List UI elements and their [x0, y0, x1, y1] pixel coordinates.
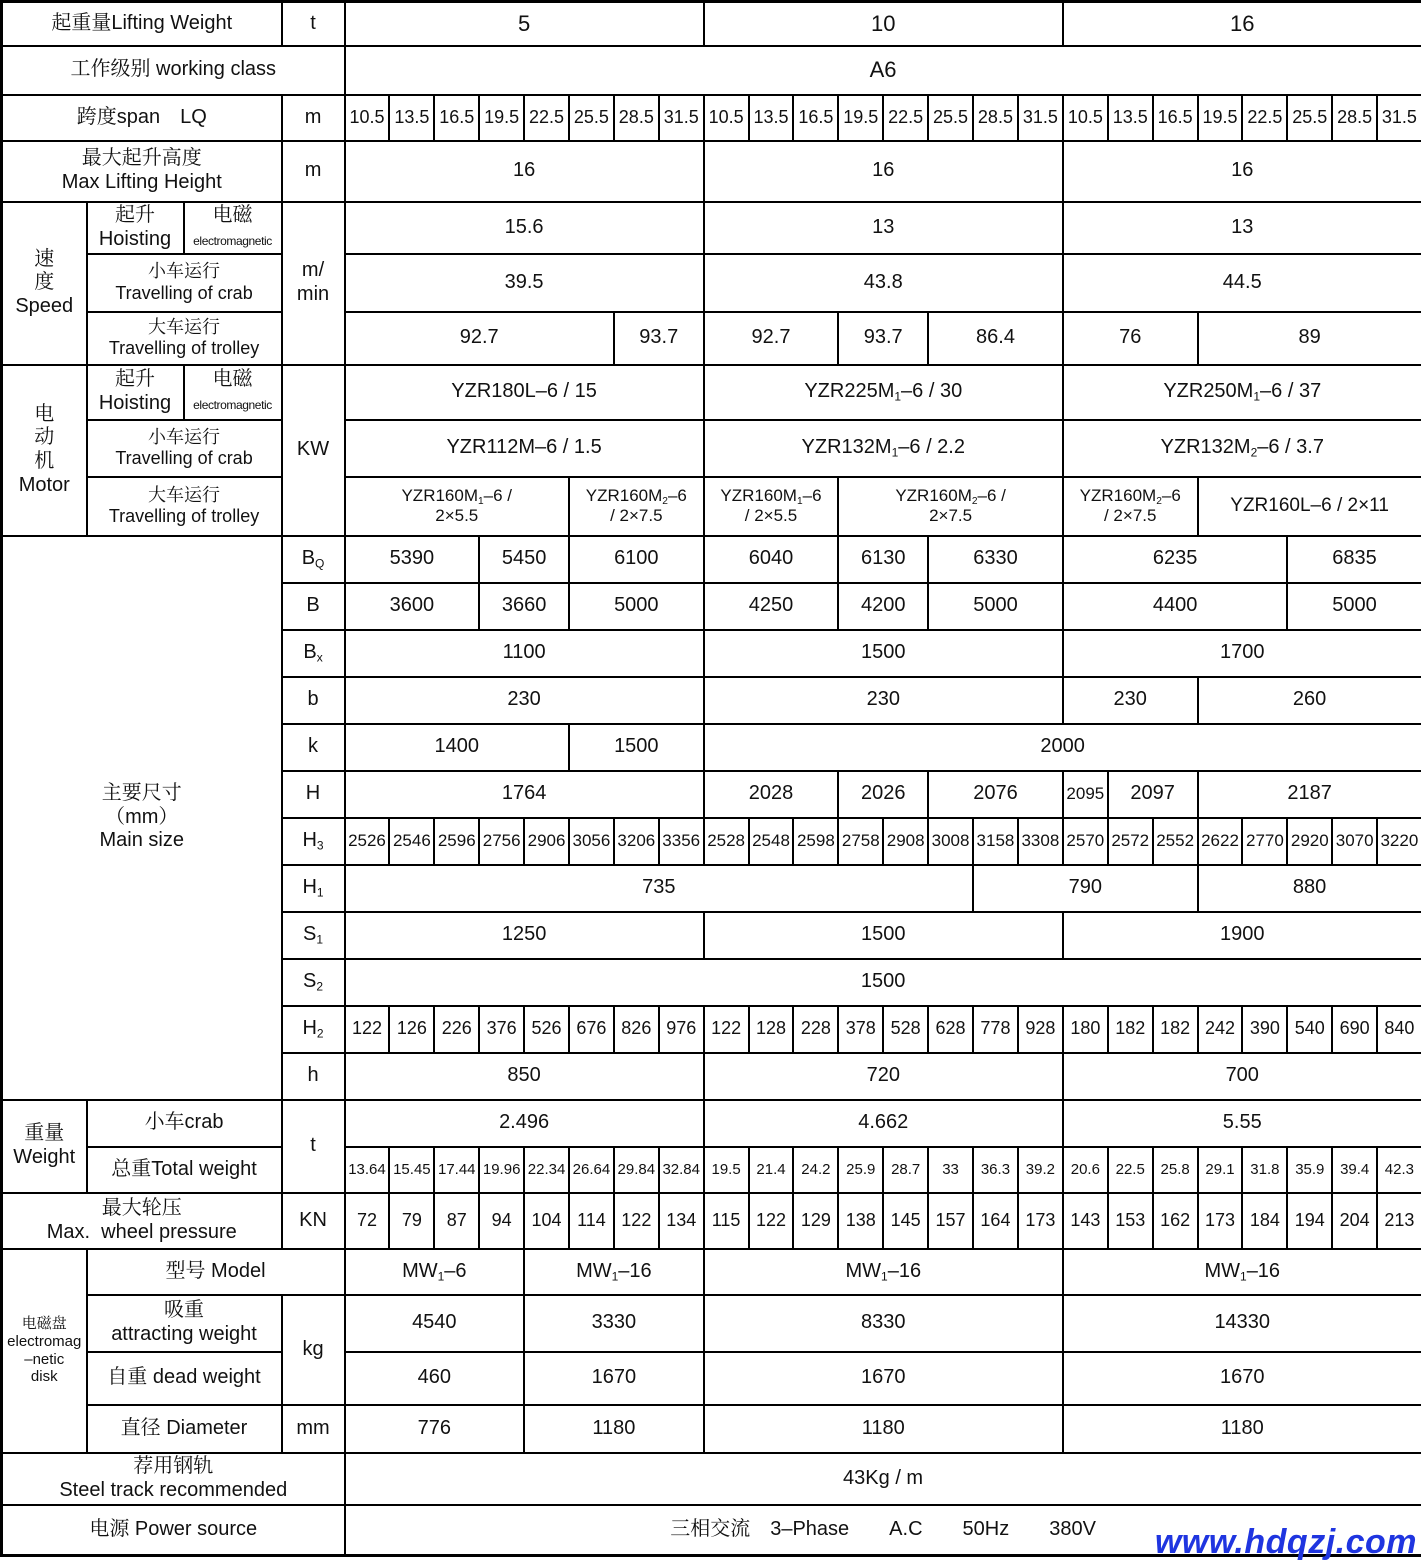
cell-weight-total: 25.8 [1153, 1147, 1198, 1193]
cell-wheel-pressure: 213 [1377, 1193, 1421, 1249]
unit-m: m [282, 95, 345, 141]
cell-dim-b: 3600 [345, 583, 480, 630]
cell-dim-s2: 1500 [345, 959, 1421, 1006]
cell-dim-h-cap: 2095 [1063, 771, 1108, 818]
cell-dim-k: 1400 [345, 724, 569, 771]
cell-max-lifting-height: 16 [704, 141, 1063, 202]
cell-dim-h3: 2920 [1287, 818, 1332, 865]
cell-span-lq: 10.5 [345, 95, 390, 141]
cell-disk-diameter: 1180 [1063, 1405, 1421, 1453]
wheel-pressure-label: 最大轮压 Max. wheel pressure [2, 1193, 282, 1249]
cell-speed-crab: 43.8 [704, 254, 1063, 312]
cell-weight-total: 33 [928, 1147, 973, 1193]
cell-wheel-pressure: 204 [1332, 1193, 1377, 1249]
cell-weight-total: 25.9 [838, 1147, 883, 1193]
cell-span-lq: 19.5 [838, 95, 883, 141]
cell-wheel-pressure: 122 [614, 1193, 659, 1249]
cell-dim-bq: 6235 [1063, 536, 1287, 583]
cell-disk-attracting-weight: 4540 [345, 1295, 525, 1352]
cell-weight-total: 13.64 [345, 1147, 390, 1193]
cell-disk-diameter: 776 [345, 1405, 525, 1453]
cell-dim-h3: 2906 [524, 818, 569, 865]
cell-motor-trolley: $YZR160M_2-6$ / 2×7.5 [1063, 477, 1198, 536]
row-weight-crab [2, 1100, 1421, 1147]
cell-disk-attracting-weight: 3330 [524, 1295, 704, 1352]
cell-motor-trolley: YZR160L–6 / 2×11 [1198, 477, 1421, 536]
cell-speed-trolley: 93.7 [614, 312, 704, 365]
cell-dim-h3: 2622 [1198, 818, 1243, 865]
cell-speed-trolley: 89 [1198, 312, 1421, 365]
cell-wheel-pressure: 79 [389, 1193, 434, 1249]
cell-weight-total: 35.9 [1287, 1147, 1332, 1193]
cell-dim-h3: 2570 [1063, 818, 1108, 865]
cell-wheel-pressure: 173 [1018, 1193, 1063, 1249]
cell-dim-h3: 2758 [838, 818, 883, 865]
cell-dim-bx: 1500 [704, 630, 1063, 677]
cell-dim-b: 5000 [569, 583, 704, 630]
cell-lifting-weight: 10 [704, 2, 1063, 46]
cell-span-lq: 10.5 [704, 95, 749, 141]
cell-weight-crab: 4.662 [704, 1100, 1063, 1147]
cell-span-lq: 28.5 [1332, 95, 1377, 141]
cell-disk-model: $MW_1-16$ [704, 1249, 1063, 1295]
cell-speed-crab: 39.5 [345, 254, 704, 312]
dim-h-cap-label: H [282, 771, 345, 818]
cell-dim-h3: 2756 [479, 818, 524, 865]
cell-dim-b: 5000 [1287, 583, 1421, 630]
diameter-label: 直径 Diameter [87, 1405, 282, 1453]
lifting-weight-label: 起重量Lifting Weight [2, 2, 282, 46]
cell-dim-h-cap: 2026 [838, 771, 928, 818]
cell-dim-h2: 976 [659, 1006, 704, 1053]
cell-wheel-pressure: 115 [704, 1193, 749, 1249]
cell-wheel-pressure: 72 [345, 1193, 390, 1249]
cell-dim-b: 5000 [928, 583, 1063, 630]
cell-max-lifting-height: 16 [345, 141, 704, 202]
cell-speed-trolley: 76 [1063, 312, 1198, 365]
cell-dim-h2: 528 [883, 1006, 928, 1053]
row-wheel-pressure [2, 1193, 1421, 1249]
trolley-travel-label: 大车运行 Travelling of trolley [87, 477, 282, 536]
cell-weight-total: 22.5 [1108, 1147, 1153, 1193]
cell-dim-b-small: 230 [704, 677, 1063, 724]
cell-wheel-pressure: 87 [434, 1193, 479, 1249]
cell-dim-h2: 182 [1108, 1006, 1153, 1053]
cell-dim-h-small: 720 [704, 1053, 1063, 1100]
row-motor-hoisting [2, 365, 1421, 420]
cell-dim-h3: 2572 [1108, 818, 1153, 865]
cell-dim-h3: 2596 [434, 818, 479, 865]
cell-dim-s1: 1500 [704, 912, 1063, 959]
cell-dim-b-small: 230 [1063, 677, 1198, 724]
max-lifting-height-label: 最大起升高度 Max Lifting Height [2, 141, 282, 202]
cell-motor-hoisting: $YZR225M_1-6 / 30$ [704, 365, 1063, 420]
cell-lifting-weight: 5 [345, 2, 704, 46]
unit-m-min: m/ min [282, 202, 345, 365]
cell-dim-bq: 6330 [928, 536, 1063, 583]
cell-dim-h-cap: 2187 [1198, 771, 1421, 818]
cell-span-lq: 28.5 [614, 95, 659, 141]
cell-disk-model: $MW_1-6$ [345, 1249, 525, 1295]
cell-dim-h3: 3070 [1332, 818, 1377, 865]
cell-dim-h1: 735 [345, 865, 973, 912]
row-motor-trolley [2, 477, 1421, 536]
cell-span-lq: 22.5 [1242, 95, 1287, 141]
crab-travel-label: 小车运行 Travelling of crab [87, 254, 282, 312]
row-lifting-weight [2, 2, 1421, 46]
total-weight-label: 总重Total weight [87, 1147, 282, 1193]
cell-disk-dead-weight: 1670 [524, 1352, 704, 1405]
unit-kw: KW [282, 365, 345, 536]
speed-section-label: 速 度 Speed [2, 202, 87, 365]
cell-dim-h2: 122 [345, 1006, 390, 1053]
cell-dim-h2: 228 [793, 1006, 838, 1053]
cell-dim-h3: 2598 [793, 818, 838, 865]
cell-span-lq: 19.5 [479, 95, 524, 141]
cell-dim-h2: 690 [1332, 1006, 1377, 1053]
cell-dim-h2: 928 [1018, 1006, 1063, 1053]
cell-dim-h3: 2770 [1242, 818, 1287, 865]
cell-wheel-pressure: 114 [569, 1193, 614, 1249]
cell-dim-bq: 5390 [345, 536, 480, 583]
dim-h2-label: $H_2$ [282, 1006, 345, 1053]
cell-dim-h-small: 850 [345, 1053, 704, 1100]
row-disk-attracting-weight [2, 1295, 1421, 1352]
cell-span-lq: 25.5 [569, 95, 614, 141]
working-class-label: 工作级别 working class [2, 46, 345, 95]
cell-dim-h3: 2526 [345, 818, 390, 865]
dim-b-label: B [282, 583, 345, 630]
cell-speed-hoisting: 13 [704, 202, 1063, 254]
unit-m: m [282, 141, 345, 202]
cell-span-lq: 25.5 [928, 95, 973, 141]
cell-wheel-pressure: 94 [479, 1193, 524, 1249]
cell-dim-h2: 180 [1063, 1006, 1108, 1053]
cell-motor-trolley: $YZR160M_1-6$ / 2×5.5 [704, 477, 839, 536]
cell-span-lq: 10.5 [1063, 95, 1108, 141]
crab-travel-label: 小车运行 Travelling of crab [87, 420, 282, 477]
cell-weight-crab: 2.496 [345, 1100, 704, 1147]
disk-section-label: 电磁盘 electromag –netic disk [2, 1249, 87, 1453]
cell-dim-h2: 242 [1198, 1006, 1243, 1053]
cell-disk-dead-weight: 1670 [704, 1352, 1063, 1405]
cell-speed-trolley: 92.7 [345, 312, 614, 365]
unit-t: t [282, 2, 345, 46]
cell-wheel-pressure: 164 [973, 1193, 1018, 1249]
cell-span-lq: 13.5 [749, 95, 794, 141]
cell-dim-h2: 540 [1287, 1006, 1332, 1053]
cell-weight-total: 39.2 [1018, 1147, 1063, 1193]
electromagnetic-label: 电磁 electromagnetic [184, 202, 282, 254]
cell-motor-crab: $YZR132M_2-6 / 3.7$ [1063, 420, 1421, 477]
cell-disk-dead-weight: 460 [345, 1352, 525, 1405]
cell-disk-diameter: 1180 [704, 1405, 1063, 1453]
attracting-weight-label: 吸重 attracting weight [87, 1295, 282, 1352]
cell-dim-h1: 790 [973, 865, 1198, 912]
cell-weight-total: 24.2 [793, 1147, 838, 1193]
cell-weight-total: 31.8 [1242, 1147, 1287, 1193]
cell-dim-b-small: 230 [345, 677, 704, 724]
model-label: 型号 Model [87, 1249, 345, 1295]
cell-wheel-pressure: 134 [659, 1193, 704, 1249]
cell-motor-trolley: $YZR160M_2-6$ / 2×7.5 [838, 477, 1063, 536]
cell-disk-attracting-weight: 8330 [704, 1295, 1063, 1352]
cell-dim-k: 2000 [704, 724, 1421, 771]
hoisting-label: 起升 Hoisting [87, 365, 184, 420]
cell-wheel-pressure: 157 [928, 1193, 973, 1249]
cell-dim-s1: 1900 [1063, 912, 1421, 959]
row-span-lq [2, 95, 1421, 141]
dim-s2-label: $S_2$ [282, 959, 345, 1006]
cell-weight-total: 15.45 [389, 1147, 434, 1193]
cell-dim-bx: 1700 [1063, 630, 1421, 677]
cell-dim-h-cap: 2028 [704, 771, 839, 818]
cell-wheel-pressure: 194 [1287, 1193, 1332, 1249]
cell-weight-total: 26.64 [569, 1147, 614, 1193]
cell-wheel-pressure: 153 [1108, 1193, 1153, 1249]
unit-kn: KN [282, 1193, 345, 1249]
cell-dim-k: 1500 [569, 724, 704, 771]
cell-speed-trolley: 92.7 [704, 312, 839, 365]
cell-weight-total: 21.4 [749, 1147, 794, 1193]
power-source-label: 电源 Power source [2, 1505, 345, 1556]
cell-wheel-pressure: 122 [749, 1193, 794, 1249]
cell-motor-crab: $YZR132M_1-6 / 2.2$ [704, 420, 1063, 477]
cell-wheel-pressure: 184 [1242, 1193, 1287, 1249]
cell-disk-diameter: 1180 [524, 1405, 704, 1453]
cell-dim-h2: 840 [1377, 1006, 1421, 1053]
dim-k-label: k [282, 724, 345, 771]
cell-motor-crab: YZR112M–6 / 1.5 [345, 420, 704, 477]
cell-dim-h2: 826 [614, 1006, 659, 1053]
cell-dim-h1: 880 [1198, 865, 1421, 912]
cell-dim-s1: 1250 [345, 912, 704, 959]
unit-kg: kg [282, 1295, 345, 1405]
cell-dim-h-cap: 2076 [928, 771, 1063, 818]
cell-motor-hoisting: YZR180L–6 / 15 [345, 365, 704, 420]
dim-h3-label: $H_3$ [282, 818, 345, 865]
cell-disk-model: $MW_1-16$ [1063, 1249, 1421, 1295]
cell-dim-h3: 3220 [1377, 818, 1421, 865]
electromagnetic-label: 电磁 electromagnetic [184, 365, 282, 420]
cell-motor-trolley: $YZR160M_2-6$ / 2×7.5 [569, 477, 704, 536]
cell-dim-h2: 778 [973, 1006, 1018, 1053]
row-dim-bq [2, 536, 1421, 583]
dim-h-small-label: h [282, 1053, 345, 1100]
cell-dim-h2: 378 [838, 1006, 883, 1053]
cell-disk-attracting-weight: 14330 [1063, 1295, 1421, 1352]
steel-track-label: 荐用钢轨 Steel track recommended [2, 1453, 345, 1505]
cell-dim-h2: 390 [1242, 1006, 1287, 1053]
row-weight-total [2, 1147, 1421, 1193]
cell-motor-hoisting: $YZR250M_1-6 / 37$ [1063, 365, 1421, 420]
cell-dim-h2: 526 [524, 1006, 569, 1053]
cell-speed-hoisting: 13 [1063, 202, 1421, 254]
unit-t: t [282, 1100, 345, 1193]
cell-dim-bx: 1100 [345, 630, 704, 677]
row-speed-crab [2, 254, 1421, 312]
cell-dim-h2: 182 [1153, 1006, 1198, 1053]
dim-h1-label: $H_1$ [282, 865, 345, 912]
cell-span-lq: 25.5 [1287, 95, 1332, 141]
cell-max-lifting-height: 16 [1063, 141, 1421, 202]
cell-span-lq: 31.5 [1018, 95, 1063, 141]
cell-weight-total: 19.96 [479, 1147, 524, 1193]
cell-span-lq: 16.5 [434, 95, 479, 141]
cell-dim-h3: 3056 [569, 818, 614, 865]
row-speed-trolley [2, 312, 1421, 365]
cell-span-lq: 16.5 [793, 95, 838, 141]
cell-weight-crab: 5.55 [1063, 1100, 1421, 1147]
cell-dim-bq: 6835 [1287, 536, 1421, 583]
motor-section-label: 电 动 机 Motor [2, 365, 87, 536]
cell-dim-h-cap: 2097 [1108, 771, 1198, 818]
cell-dim-b-small: 260 [1198, 677, 1421, 724]
cell-dim-b: 3660 [479, 583, 569, 630]
cell-dim-h2: 128 [749, 1006, 794, 1053]
dim-bq-label: $B_Q$ [282, 536, 345, 583]
cell-wheel-pressure: 145 [883, 1193, 928, 1249]
cell-span-lq: 31.5 [1377, 95, 1421, 141]
cell-dim-h2: 376 [479, 1006, 524, 1053]
main-size-section-label: 主要尺寸 （mm） Main size [2, 536, 282, 1100]
cell-dim-bq: 6040 [704, 536, 839, 583]
trolley-travel-label: 大车运行 Travelling of trolley [87, 312, 282, 365]
cell-dim-b: 4200 [838, 583, 928, 630]
cell-dim-h3: 2546 [389, 818, 434, 865]
cell-span-lq: 16.5 [1153, 95, 1198, 141]
cell-motor-trolley: $YZR160M_1-6$ / 2×5.5 [345, 477, 569, 536]
row-steel-track [2, 1453, 1421, 1505]
row-disk-diameter [2, 1405, 1421, 1453]
cell-dim-h2: 676 [569, 1006, 614, 1053]
row-disk-dead-weight [2, 1352, 1421, 1405]
watermark-link: www.hdqzj.com [1154, 1523, 1417, 1561]
cell-dim-h2: 122 [704, 1006, 749, 1053]
cell-span-lq: 28.5 [973, 95, 1018, 141]
cell-working-class: A6 [345, 46, 1421, 95]
cell-span-lq: 19.5 [1198, 95, 1243, 141]
cell-dim-h3: 3008 [928, 818, 973, 865]
cell-dim-h3: 2552 [1153, 818, 1198, 865]
cell-disk-model: $MW_1-16$ [524, 1249, 704, 1295]
cell-speed-trolley: 86.4 [928, 312, 1063, 365]
cell-span-lq: 22.5 [524, 95, 569, 141]
row-max-lifting-height [2, 141, 1421, 202]
cell-wheel-pressure: 143 [1063, 1193, 1108, 1249]
row-disk-model [2, 1249, 1421, 1295]
cell-speed-trolley: 93.7 [838, 312, 928, 365]
cell-wheel-pressure: 129 [793, 1193, 838, 1249]
cell-dim-h-small: 700 [1063, 1053, 1421, 1100]
cell-dim-h3: 2548 [749, 818, 794, 865]
cell-wheel-pressure: 138 [838, 1193, 883, 1249]
row-speed-hoisting [2, 202, 1421, 254]
table-body [2, 2, 1421, 1556]
cell-dim-h2: 126 [389, 1006, 434, 1053]
cell-weight-total: 36.3 [973, 1147, 1018, 1193]
cell-dim-h3: 3356 [659, 818, 704, 865]
row-motor-crab [2, 420, 1421, 477]
cell-weight-total: 22.34 [524, 1147, 569, 1193]
cell-dim-h3: 2528 [704, 818, 749, 865]
cell-span-lq: 31.5 [659, 95, 704, 141]
cell-power-source: 三相交流 3–Phase A.C 50Hz 380V [345, 1505, 1421, 1556]
cell-weight-total: 17.44 [434, 1147, 479, 1193]
cell-weight-total: 28.7 [883, 1147, 928, 1193]
cell-weight-total: 29.84 [614, 1147, 659, 1193]
cell-steel-track: 43Kg / m [345, 1453, 1421, 1505]
cell-span-lq: 13.5 [389, 95, 434, 141]
cell-dim-b: 4400 [1063, 583, 1287, 630]
cell-weight-total: 39.4 [1332, 1147, 1377, 1193]
dim-b-small-label: b [282, 677, 345, 724]
cell-disk-dead-weight: 1670 [1063, 1352, 1421, 1405]
cell-weight-total: 32.84 [659, 1147, 704, 1193]
dim-s1-label: $S_1$ [282, 912, 345, 959]
cell-dim-bq: 6100 [569, 536, 704, 583]
cell-wheel-pressure: 162 [1153, 1193, 1198, 1249]
cell-dim-h2: 628 [928, 1006, 973, 1053]
cell-span-lq: 13.5 [1108, 95, 1153, 141]
cell-dim-bq: 5450 [479, 536, 569, 583]
cell-dim-h3: 3158 [973, 818, 1018, 865]
dead-weight-label: 自重 dead weight [87, 1352, 282, 1405]
crab-weight-label: 小车crab [87, 1100, 282, 1147]
weight-section-label: 重量 Weight [2, 1100, 87, 1193]
row-working-class [2, 46, 1421, 95]
cell-dim-h3: 2908 [883, 818, 928, 865]
cell-weight-total: 42.3 [1377, 1147, 1421, 1193]
cell-weight-total: 29.1 [1198, 1147, 1243, 1193]
cell-lifting-weight: 16 [1063, 2, 1421, 46]
cell-dim-h3: 3206 [614, 818, 659, 865]
cell-wheel-pressure: 173 [1198, 1193, 1243, 1249]
span-label: 跨度span LQ [2, 95, 282, 141]
cell-wheel-pressure: 104 [524, 1193, 569, 1249]
unit-mm: mm [282, 1405, 345, 1453]
cell-speed-hoisting: 15.6 [345, 202, 704, 254]
cell-weight-total: 19.5 [704, 1147, 749, 1193]
dim-bx-label: $B_x$ [282, 630, 345, 677]
cell-dim-b: 4250 [704, 583, 839, 630]
cell-dim-bq: 6130 [838, 536, 928, 583]
cell-dim-h-cap: 1764 [345, 771, 704, 818]
cell-dim-h3: 3308 [1018, 818, 1063, 865]
cell-speed-crab: 44.5 [1063, 254, 1421, 312]
cell-span-lq: 22.5 [883, 95, 928, 141]
cell-dim-h2: 226 [434, 1006, 479, 1053]
cell-weight-total: 20.6 [1063, 1147, 1108, 1193]
hoisting-label: 起升 Hoisting [87, 202, 184, 254]
